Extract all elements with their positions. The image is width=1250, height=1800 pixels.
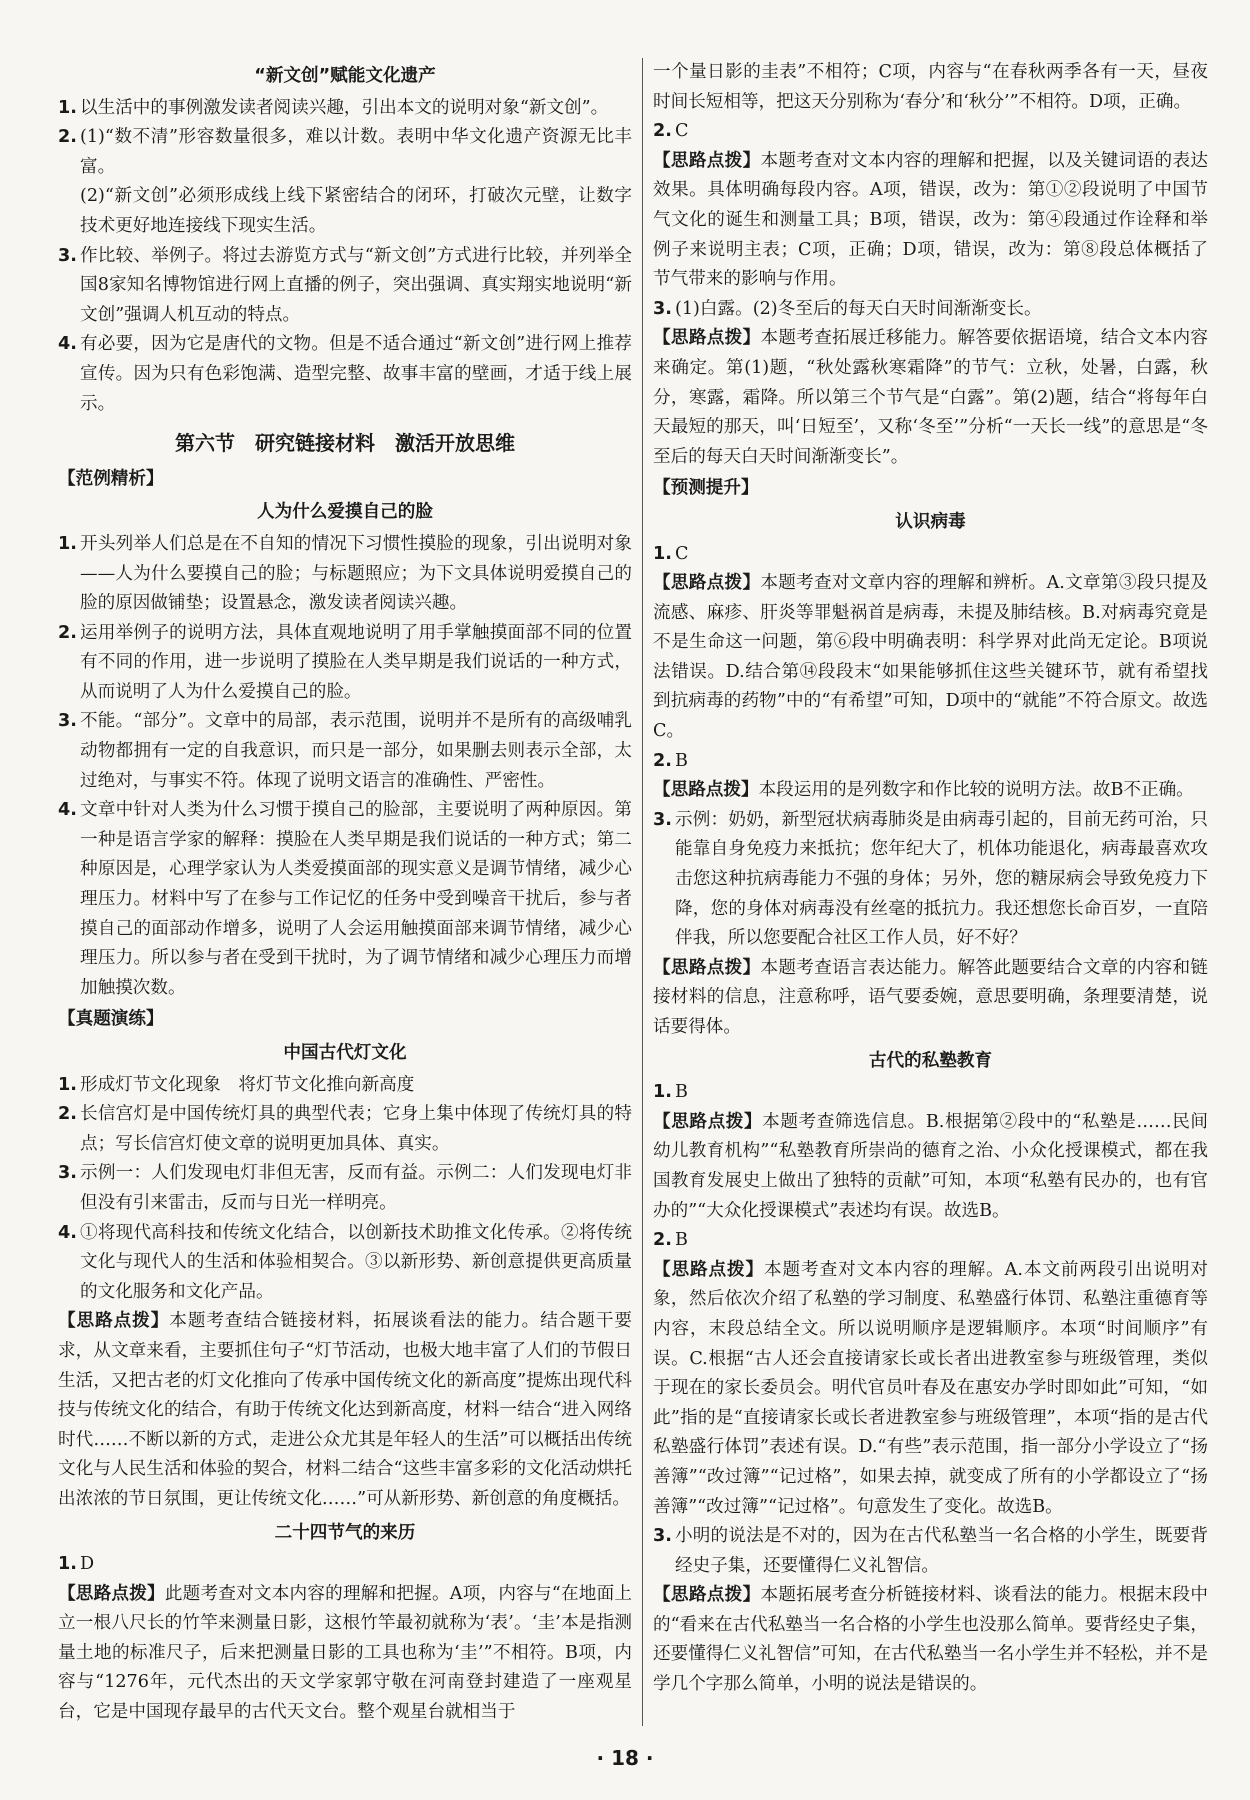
label-forecast: 【预测提升】	[653, 478, 759, 499]
label-examples: 【范例精析】	[58, 468, 164, 489]
answer-item: 1. D	[58, 1554, 95, 1575]
label-practice: 【真题演练】	[58, 1009, 164, 1030]
article-title-face: 人为什么爱摸自己的脸	[257, 502, 433, 523]
answer-item: 1. 形成灯节文化现象 将灯节文化推向新高度	[58, 1074, 415, 1095]
answer-item: 1. B	[653, 1082, 688, 1103]
tip-paragraph: 【思路点拨】本题考查对文本内容的理解。A.本文前两段引出说明对象，然后依次介绍了私塾的学习制度、私塾盛行体罚、私塾注重德育等内容，末段总结全文。所以说明顺序是逻辑顺序。本项“时间顺序”有误。C.根据“古人还会直接请家长或长者出进教室参与班级管理，类似于现在的家长委员会。明代官员叶春及在惠安办学时即如此”可知，“如此”指的是“直接请家长或长者进教室参与班级管理”，本项“指的是古代私塾盛行体罚”表述有误。D.“有些”表示范围，指一部分小学设立了“扬善簿”“改过簿”“记过格”，如果去掉，就变成了所有的小学都设立了“扬善簿”“改过簿”“记过格”。句意发生了变化。故选B。	[653, 1259, 1208, 1517]
answer-subitem: (2)“新文创”必须形成线上线下紧密结合的闭环，打破次元壁，让数字技术更好地连接线下现实生活。	[80, 186, 632, 236]
section-title: 第六节 研究链接材料 激活开放思维	[175, 431, 515, 456]
tip-paragraph: 【思路点拨】本题考查筛选信息。B.根据第②段中的“私塾是……民间幼儿教育机构”“私塾教育所崇尚的德育之治、小众化授课模式，都在我国教育发展史上做出了独特的贡献”可知，本项“私塾有民办的，也有官办的”“大众化授课模式”表述均有误。故选B。	[653, 1111, 1208, 1221]
answer-item: 1. 开头列举人们总是在不自知的情况下习惯性摸脸的现象，引出说明对象——人为什么要摸自己的脸；与标题照应；为下文具体说明爱摸自己的脸的原因做铺垫；设置悬念，激发读者阅读兴趣。	[58, 533, 632, 614]
left-column	[58, 58, 632, 1728]
tip-paragraph: 【思路点拨】此题考查对文本内容的理解和把握。A项，内容与“在地面上立一根八尺长的竹竿来测量日影，这根竹竿最初就称为‘表’。‘圭’本是指测量土地的标准尺子，后来把测量日影的工具也称为‘圭’”不相符。B项，内容与“1276年，元代杰出的天文学家郭守敬在河南登封建造了一座观星台，它是中国现存最早的古代天文台。整个观星台就相当于	[58, 1583, 632, 1723]
answer-item: 3. (1)白露。(2)冬至后的每天白天时间渐渐变长。	[653, 298, 1042, 319]
tip-paragraph: 【思路点拨】本题考查语言表达能力。解答此题要结合文章的内容和链接材料的信息，注意称呼，语气要委婉，意思要明确，条理要清楚，说话要得体。	[653, 957, 1208, 1037]
article-title-private-school: 古代的私塾教育	[868, 1050, 993, 1071]
tip-paragraph: 【思路点拨】本题考查拓展迁移能力。解答要依据语境，结合文本内容来确定。第(1)题，“秋处露秋寒霜降”的节气：立秋，处暑，白露，秋分，寒露，霜降。所以第三个节气是“白露”。第(2)题，结合“将每年白天最短的那天，叫‘日短至’，又称‘冬至’”分析“一天长一线”的意思是“冬至后的每天白天时间渐渐变长”。	[653, 328, 1208, 467]
answer-item: 2. (1)“数不清”形容数量很多，难以计数。表明中华文化遗产资源无比丰富。	[58, 127, 632, 177]
answer-item: 3. 示例一：人们发现电灯非但无害，反而有益。示例二：人们发现电灯非但没有引来雷击，反而与日光一样明亮。	[58, 1163, 632, 1213]
article-title-virus: 认识病毒	[895, 511, 966, 532]
continued-text: 一个量日影的圭表”不相符；C项，内容与“在春秋两季各有一天，昼夜时间长短相等，把这天分别称为‘春分’和‘秋分’”不相符。D项，正确。	[653, 62, 1208, 112]
right-column	[653, 58, 1208, 1700]
article-title-xinwenchuang: “新文创”赋能文化遗产	[254, 66, 436, 86]
answer-item: 2. C	[653, 121, 689, 142]
column-divider	[642, 58, 643, 1726]
answer-item: 1. C	[653, 543, 689, 564]
answer-item: 2. B	[653, 1230, 688, 1251]
article-title-solar-terms: 二十四节气的来历	[274, 1522, 416, 1543]
article-title-lamp: 中国古代灯文化	[283, 1043, 407, 1063]
answer-item: 1. 以生活中的事例激发读者阅读兴趣，引出本文的说明对象“新文创”。	[58, 97, 609, 118]
answer-item: 2. 长信宫灯是中国传统灯具的典型代表；它身上集中体现了传统灯具的特点；写长信宫灯使文章的说明更加具体、真实。	[58, 1104, 632, 1154]
tip-paragraph: 【思路点拨】本题考查结合链接材料，拓展谈看法的能力。结合题干要求，从文章来看，主要抓住句子“灯节活动，也极大地丰富了人们的节假日生活，又把古老的灯文化推向了传承中国传统文化的新高度”提炼出现代科技与传统文化的结合，有助于传统文化达到新高度，材料一结合“进入网络时代……不断以新的方式，走进公众尤其是年轻人的生活”可以概括出传统文化与人民生活和体验的契合，材料二结合“这些丰富多彩的文化活动烘托出浓浓的节日氛围，更让传统文化……”可从新形势、新创意的角度概括。	[58, 1311, 632, 1509]
answer-item: 3. 作比较、举例子。将过去游览方式与“新文创”方式进行比较，并列举全国8家知名博物馆进行网上直播的例子，突出强调、真实翔实地说明“新文创”强调人机互动的特点。	[58, 245, 632, 325]
answer-item: 2. B	[653, 750, 688, 771]
answer-item: 3. 示例：奶奶，新型冠状病毒肺炎是由病毒引起的，目前无药可治，只能靠自身免疫力来抵抗；您年纪大了，机体功能退化，病毒最喜欢攻击您这种抗病毒能力不强的身体；另外，您的糖尿病会导致免疫力下降，您的身体对病毒没有丝毫的抵抗力。我还想您长命百岁，一直陪伴我，所以您要配合社区工作人员，好不好？	[653, 809, 1208, 949]
answer-item: 4. ①将现代高科技和传统文化结合，以创新技术助推文化传承。②将传统文化与现代人的生活和体验相契合。③以新形势、新创意提供更高质量的文化服务和文化产品。	[58, 1222, 632, 1302]
answer-item: 3. 小明的说法是不对的，因为在古代私塾当一名合格的小学生，既要背经史子集，还要懂得仁义礼智信。	[653, 1526, 1208, 1576]
answer-item: 4. 有必要，因为它是唐代的文物。但是不适合通过“新文创”进行网上推荐宣传。因为只有色彩饱满、造型完整、故事丰富的壁画，才适于线上展示。	[58, 334, 632, 414]
tip-paragraph: 【思路点拨】本题考查对文本内容的理解和把握，以及关键词语的表达效果。具体明确每段内容。A项，错误，改为：第①②段说明了中国节气文化的诞生和测量工具；B项，错误，改为：第④段通过作诠释和举例子来说明主表；C项，正确；D项，错误，改为：第⑧段总体概括了节气带来的影响与作用。	[653, 150, 1208, 290]
tip-paragraph: 【思路点拨】本题拓展考查分析链接材料、谈看法的能力。根据末段中的“看来在古代私塾当一名合格的小学生也没那么简单。要背经史子集，还要懂得仁义礼智信”可知，在古代私塾当一名小学生并不轻松，并不是学几个字那么简单，小明的说法是错误的。	[653, 1585, 1208, 1695]
page-number: · 18 ·	[596, 1746, 654, 1770]
tip-paragraph: 【思路点拨】本段运用的是列数字和作比较的说明方法。故B不正确。	[653, 780, 1194, 801]
tip-paragraph: 【思路点拨】本题考查对文章内容的理解和辨析。A.文章第③段只提及流感、麻疹、肝炎等罪魁祸首是病毒，未提及肺结核。B.对病毒究竟是不是生命这一问题，第⑥段中明确表明：科学界对此尚无定论。B项说法错误。D.结合第⑭段段末“如果能够抓住这些关键环节，就有希望找到抗病毒的药物”中的“有希望”可知，D项中的“就能”不符合原文。故选C。	[653, 573, 1208, 742]
answer-item: 3. 不能。“部分”。文章中的局部，表示范围，说明并不是所有的高级哺乳动物都拥有一定的自我意识，而只是一部分，如果删去则表示全部，太过绝对，与事实不符。体现了说明文语言的准确性、严密性。	[58, 711, 632, 791]
answer-item: 2. 运用举例子的说明方法，具体直观地说明了用手掌触摸面部不同的位置有不同的作用，进一步说明了摸脸在人类早期是我们说话的一种方式，从而说明了人为什么爱摸自己的脸。	[58, 622, 632, 702]
answer-item: 4. 文章中针对人类为什么习惯于摸自己的脸部，主要说明了两种原因。第一种是语言学家的解释：摸脸在人类早期是我们说话的一种方式；第二种原因是，心理学家认为人类爱摸面部的现实意义是调节情绪，减少心理压力。材料中写了在参与工作记忆的任务中受到噪音干扰后，参与者摸自己的面部动作增多，说明了人会运用触摸面部来调节情绪，减少心理压力。所以参与者在受到干扰时，为了调节情绪和减少心理压力而增加触摸次数。	[58, 800, 632, 998]
